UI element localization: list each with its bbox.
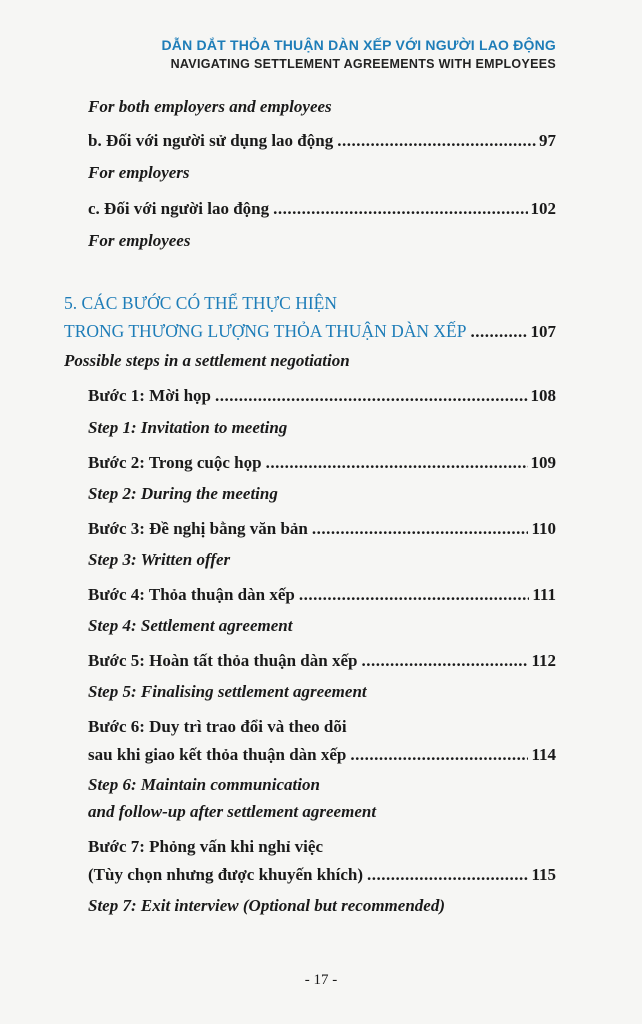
toc-entry-label: Bước 1: Mời họp [88, 386, 212, 405]
step-7-vi-line1: Bước 7: Phỏng vấn khi nghỉ việc [88, 837, 323, 856]
leader-dots [350, 744, 528, 766]
toc-entry-step-5[interactable] [88, 650, 556, 672]
step-6-en-line1: Step 6: Maintain communication [88, 775, 320, 794]
toc-entry-step-1[interactable] [88, 385, 556, 407]
section-5-title-line2: TRONG THƯƠNG LƯỢNG THỎA THUẬN DÀN XẾP [64, 321, 467, 341]
step-3-en: Step 3: Written offer [88, 550, 231, 569]
toc-page-number: 115 [531, 865, 556, 884]
step-4-en: Step 4: Settlement agreement [88, 616, 293, 635]
toc-entry-step-6[interactable] [88, 744, 556, 766]
leader-dots [361, 650, 528, 672]
leader-dots [312, 518, 529, 540]
toc-entry-label: c. Đối với người lao động [88, 199, 270, 218]
section-5-title-line1: 5. CÁC BƯỚC CÓ THỂ THỰC HIỆN [64, 293, 337, 313]
header-title-en: NAVIGATING SETTLEMENT AGREEMENTS WITH EMPLOYEES [170, 57, 556, 71]
toc-entry-label: sau khi giao kết thỏa thuận dàn xếp [88, 745, 347, 764]
toc-page-number: 102 [530, 199, 556, 218]
header-title-vi: DẪN DẮT THỎA THUẬN DÀN XẾP VỚI NGƯỜI LAO ĐỘNG [161, 37, 556, 53]
toc-entry-label: b. Đối với người sử dụng lao động [88, 131, 334, 150]
step-6-vi-line1: Bước 6: Duy trì trao đổi và theo dõi [88, 717, 347, 736]
toc-entry-section-5[interactable] [64, 320, 556, 343]
toc-entry-label: Bước 5: Hoàn tất thỏa thuận dàn xếp [88, 651, 358, 670]
leader-dots [337, 130, 536, 152]
toc-entry-step-4[interactable] [88, 584, 556, 606]
page-number: - 17 - [304, 972, 338, 988]
toc-entry-label: Bước 4: Thỏa thuận dàn xếp [88, 585, 295, 604]
step-2-en: Step 2: During the meeting [88, 484, 278, 503]
toc-entry-label: Bước 2: Trong cuộc họp [88, 453, 262, 472]
toc-page-number: 112 [531, 651, 556, 670]
toc-page-number: 108 [530, 386, 556, 405]
toc-entry-step-2[interactable] [88, 452, 556, 474]
toc-entry-step-3[interactable] [88, 518, 556, 540]
toc-en-both: For both employers and employees [88, 97, 332, 116]
toc-page-number: 111 [532, 585, 556, 604]
leader-dots [215, 385, 527, 407]
toc-page-number: 107 [530, 322, 556, 341]
step-5-en: Step 5: Finalising settlement agreement [88, 682, 367, 701]
toc-page-number: 109 [530, 453, 556, 472]
toc-entry-label: (Tùy chọn nhưng được khuyến khích) [88, 865, 363, 884]
leader-dots [266, 452, 528, 474]
step-6-en-line2: and follow-up after settlement agreement [88, 802, 377, 821]
toc-entry-c[interactable] [88, 198, 556, 220]
step-7-en: Step 7: Exit interview (Optional but recommended) [88, 896, 445, 915]
leader-dots [299, 584, 530, 606]
toc-entry-step-7[interactable] [88, 864, 556, 886]
section-5-en: Possible steps in a settlement negotiation [64, 351, 350, 370]
toc-en-c: For employees [88, 231, 191, 250]
toc-page-number: 97 [539, 131, 556, 150]
toc-entry-label: Bước 3: Đề nghị bằng văn bản [88, 519, 308, 538]
toc-entry-b[interactable] [88, 130, 556, 152]
step-1-en: Step 1: Invitation to meeting [88, 418, 288, 437]
leader-dots [367, 864, 528, 886]
toc-page-number: 114 [531, 745, 556, 764]
leader-dots [470, 321, 527, 343]
toc-page-number: 110 [531, 519, 556, 538]
leader-dots [273, 198, 527, 220]
toc-en-b: For employers [88, 163, 190, 182]
